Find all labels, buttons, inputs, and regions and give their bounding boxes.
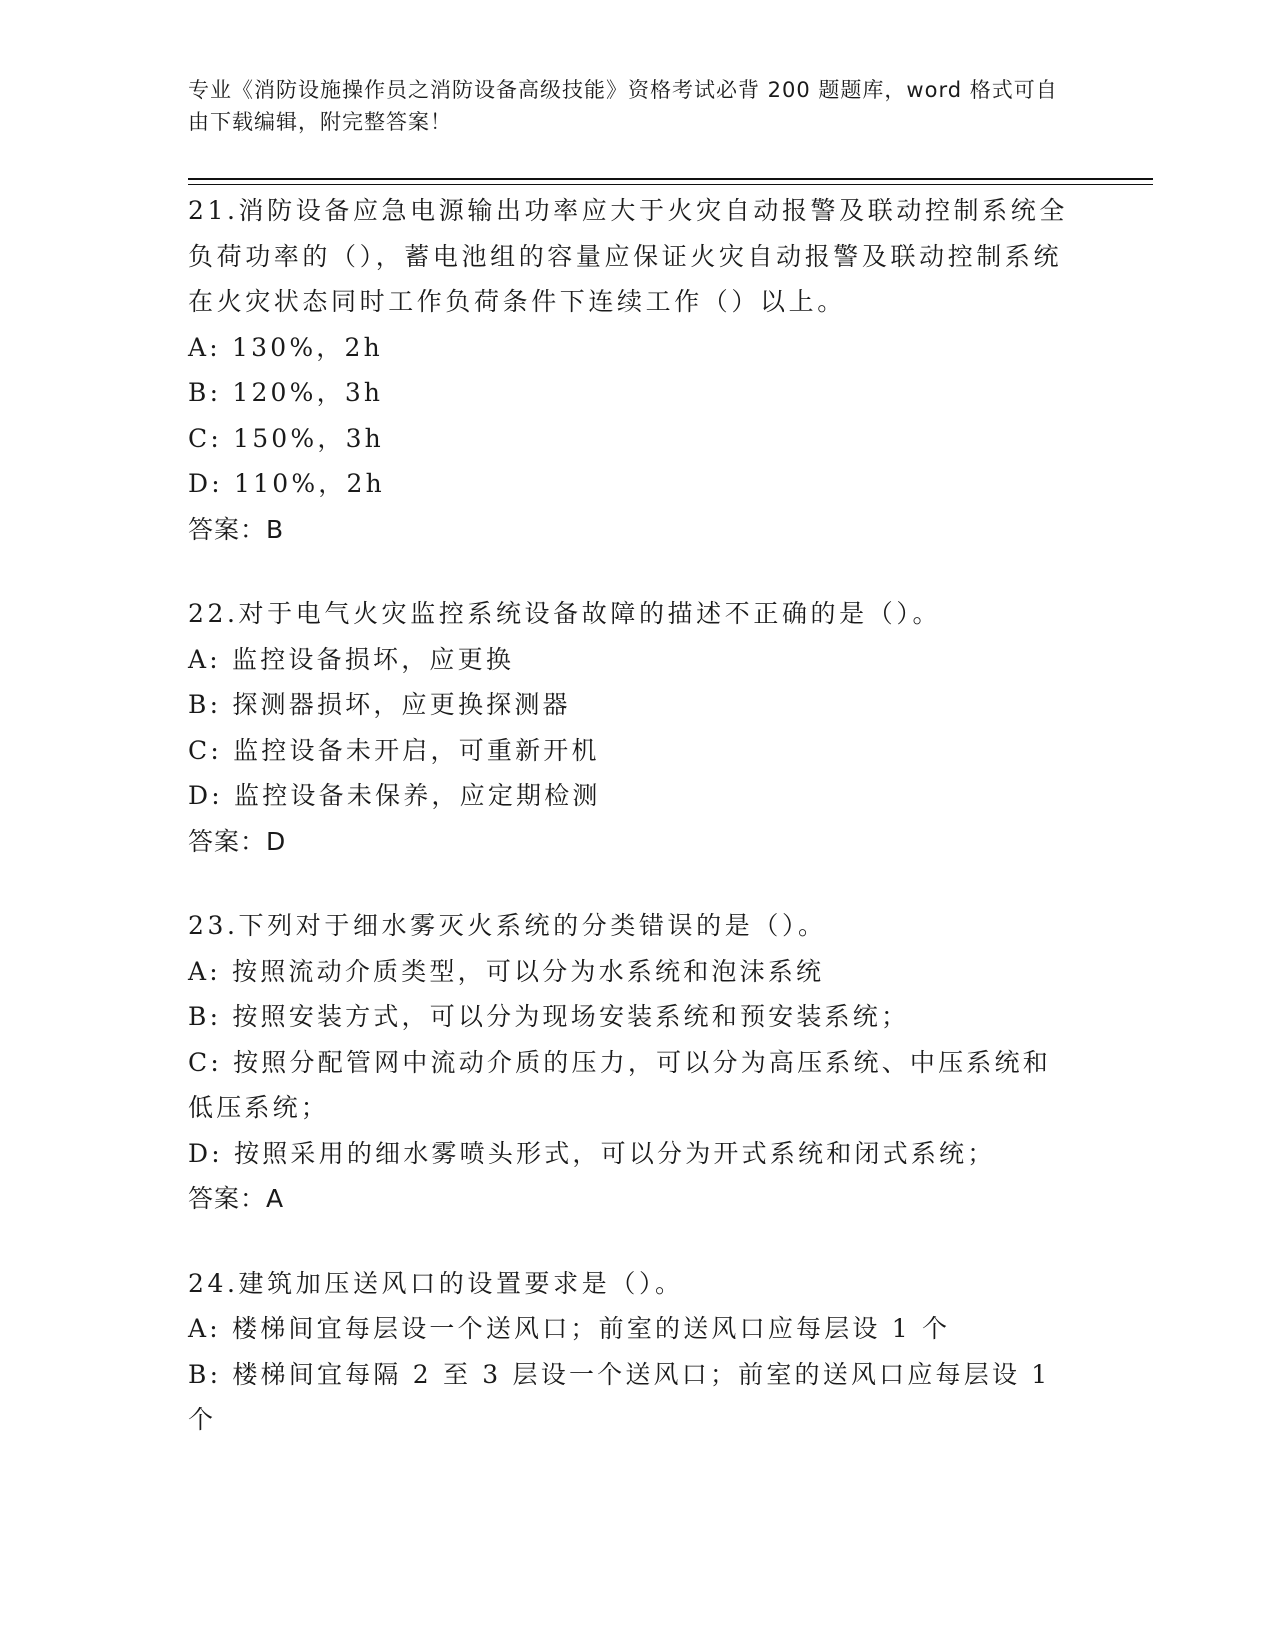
question-22 <box>188 591 1078 864</box>
answer-line: 答案：D <box>188 826 287 856</box>
option-c: C: 监控设备未开启，可重新开机 <box>188 735 600 765</box>
option-b: B: 探测器损坏，应更换探测器 <box>188 690 571 719</box>
question-stem: 22.对于电气火灾监控系统设备故障的描述不正确的是（）。 <box>188 599 942 628</box>
option-b: B: 按照安装方式，可以分为现场安装系统和预安装系统； <box>188 1002 910 1031</box>
option-b: B: 120%，3h <box>188 378 384 407</box>
question-23 <box>188 903 1078 1222</box>
answer-line: 答案：A <box>188 1184 285 1213</box>
question-stem: 21.消防设备应急电源输出功率应大于火灾自动报警及联动控制系统全负荷功率的（），蓄电池组的容量应保证火灾自动报警及联动控制系统在火灾状态同时工作负荷条件下连续工作（）以上。 <box>188 196 1068 316</box>
option-b: B: 楼梯间宜每隔 2 至 3 层设一个送风口；前室的送风口应每层设 1 个 <box>188 1359 1062 1434</box>
option-a: A: 监控设备损坏，应更换 <box>188 644 515 674</box>
question-21 <box>188 188 1078 552</box>
answer-line: 答案：B <box>188 514 285 544</box>
option-c: C: 按照分配管网中流动介质的压力，可以分为高压系统、中压系统和低压系统； <box>188 1047 1051 1122</box>
question-stem: 24.建筑加压送风口的设置要求是（）。 <box>188 1268 684 1298</box>
question-24 <box>188 1261 1078 1443</box>
document-header-title: 专业《消防设施操作员之消防设备高级技能》资格考试必背 200 题题库，word 格式可自由下载编辑，附完整答案！ <box>188 78 1058 134</box>
option-c: C: 150%，3h <box>188 423 384 453</box>
option-a: A: 按照流动介质类型，可以分为水系统和泡沫系统 <box>188 956 825 986</box>
option-a: A: 130%，2h <box>188 332 383 362</box>
header-divider-thick <box>188 178 1153 180</box>
option-a: A: 楼梯间宜每层设一个送风口；前室的送风口应每层设 1 个 <box>188 1314 951 1343</box>
option-d: D: 监控设备未保养，应定期检测 <box>188 781 601 810</box>
option-d: D: 110%，2h <box>188 469 385 498</box>
option-d: D: 按照采用的细水雾喷头形式，可以分为开式系统和闭式系统； <box>188 1138 996 1168</box>
question-list <box>188 188 1078 1482</box>
header-divider-thin <box>188 184 1153 185</box>
question-stem: 23.下列对于细水雾灭火系统的分类错误的是（）。 <box>188 911 827 940</box>
